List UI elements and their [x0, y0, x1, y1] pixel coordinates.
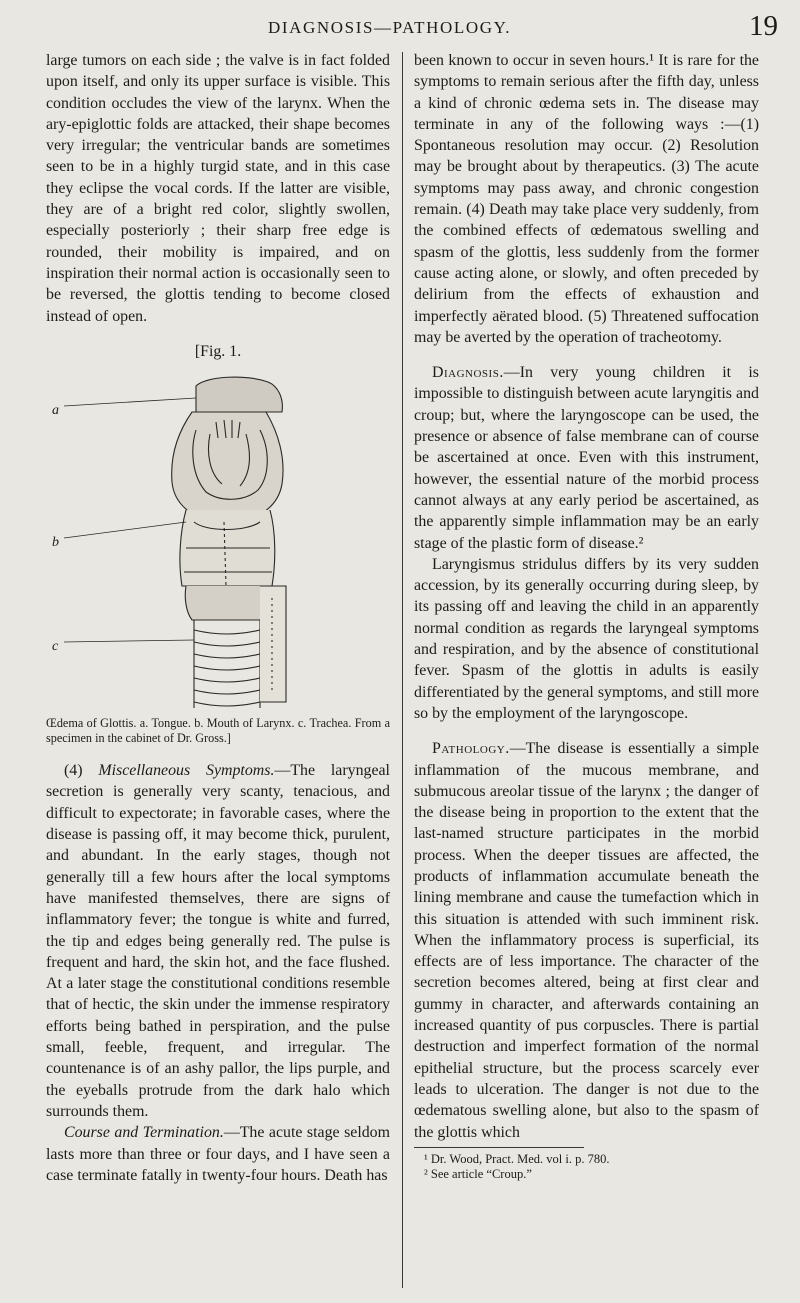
- misc-symptoms-text: —The laryngeal secretion is generally very scanty, tenacious, and difficult to expectorate; in favorable cases, where the disease is passing off, it may become thick, purulent, and abundant. In the early stages, though not generally till a few hours after the local symptoms have manifested themselves, there are signs of inflammatory fever; the tongue is white and furred, the tip and edges being generally red. The pulse is frequent and hard, the skin hot, and the face flushed. At a later stage the constitutional conditions resemble that of hectic, the skin under the immense respiratory efforts being bathed in perspiration, and the pulse small, feeble, frequent, and irregular. The countenance is of an ashy pallor, the lips purple, and the eyeballs protrude from the dark halo which surrounds them.: [46, 762, 390, 1120]
- laryngismus-paragraph: Laryngismus stridulus differs by its very sudden accession, by its generally occurring during sleep, by its passing off and leaving the child in an apparently normal condition as regards the laryngeal symptoms and respiration, and by the absence of constitutional fever. Spasm of the glottis in adults is easily differentiated by the general symptoms, and still more so by the employment of the laryngoscope.: [414, 555, 759, 722]
- page-header: [0, 6, 800, 46]
- right-column: [414, 50, 759, 1182]
- diagnosis-paragraph: [414, 362, 759, 554]
- figure-letter-a: a: [52, 403, 59, 419]
- running-title: DIAGNOSIS—PATHOLOGY.: [268, 18, 512, 37]
- footnotes: [414, 1147, 610, 1182]
- footnote-2: ² See article “Croup.”: [424, 1166, 532, 1181]
- figure-caption: Œdema of Glottis. a. Tongue. b. Mouth of Larynx. c. Trachea. From a specimen in the cabinet of Dr. Gross.]: [46, 716, 390, 746]
- figure-letter-b: b: [52, 535, 59, 551]
- course-paragraph: [46, 1122, 390, 1186]
- pathology-text: —The disease is essentially a simple inflammation of the mucous membrane, and submucous areolar tissue of the larynx ; the danger of the disease being in proportion to the extent that the last-named structure participates in the morbid process. When the deeper tissues are affected, the products of inflammation accumulate beneath the lining membrane and cause the tumefaction which in this situation is attended with such imminent risk. When the inflammatory process is superficial, its effects are of less importance. The character of the secretion becomes altered, being at first clear and gummy in character, and afterwards containing an increased quantity of pus corpuscles. There is partial destruction and imperfect formation of the normal epithelial structure, but the process scarcely ever leads to ulceration. The danger is not due to the œdematous swelling alone, but also to the spasm of the glottis which: [414, 740, 759, 1141]
- misc-symptoms-heading: Miscellaneous Symptoms.: [98, 762, 275, 780]
- pathology-paragraph: [414, 738, 759, 1143]
- pathology-heading: Pathology.: [432, 740, 510, 758]
- section-number: (4): [64, 762, 83, 780]
- left-column: [46, 50, 390, 1186]
- misc-symptoms-paragraph: [46, 760, 390, 1122]
- intro-paragraph: large tumors on each side ; the valve is in fact folded upon itself, and only its upper surface is visible. This condition occludes the view of the larynx. When the ary-epiglottic folds are attacked, their shape becomes very irregular; the ventricular bands are sometimes seen to be in a highly turgid state, and in this case they eclipse the vocal cords. If the latter are visible, they are of a bright red color, slightly swollen, especially posteriorly ; their sharp free edge is rounded, their mobility is impaired, and on inspiration their normal action is occasionally seen to be reversed, the glottis tending to become closed instead of open.: [46, 52, 390, 325]
- larynx-figure: [46, 372, 390, 710]
- continuation-paragraph: been known to occur in seven hours.¹ It is rare for the symptoms to remain serious after the fifth day, unless a kind of chronic œdema sets in. The disease may terminate in any of the following ways :—(1) Spontaneous resolution may occur. (2) Resolution may be brought about by therapeutics. (3) The acute symptoms may pass away, and chronic congestion remain. (4) Death may take place very suddenly, from the combined effects of œdematous swelling and spasm of the glottis, less suddenly from the former cause acting alone, or slowly, and often preceded by delirium from the effects of exhaustion and imperfectly aërated blood. (5) Threatened suffocation may be averted by the operation of tracheotomy.: [414, 52, 759, 346]
- footnote-1: ¹ Dr. Wood, Pract. Med. vol i. p. 780.: [424, 1151, 610, 1166]
- course-text: —The acute stage seldom lasts more than three or four days, and I have seen a case terminate fatally in twenty-four hours. Death has: [46, 1124, 390, 1184]
- course-heading: Course and Termination.: [64, 1124, 224, 1142]
- column-rule: [402, 52, 403, 1288]
- diagnosis-heading: Diagnosis.: [432, 364, 504, 382]
- larynx-engraving: [46, 372, 390, 710]
- diagnosis-text: —In very young children it is impossible to distinguish between acute laryngitis and croup; but, where the laryngoscope can be used, the presence or absence of false membrane can of course be ascertained at once. Even with this instrument, however, the essential nature of the morbid process cannot always at any early period be ascertained, as the apparently simple inflammation may be an early stage of the plastic form of disease.²: [414, 364, 759, 552]
- figure-label: [Fig. 1.: [194, 342, 242, 360]
- page-number: 19: [749, 10, 778, 42]
- figure-letter-c: c: [52, 639, 59, 655]
